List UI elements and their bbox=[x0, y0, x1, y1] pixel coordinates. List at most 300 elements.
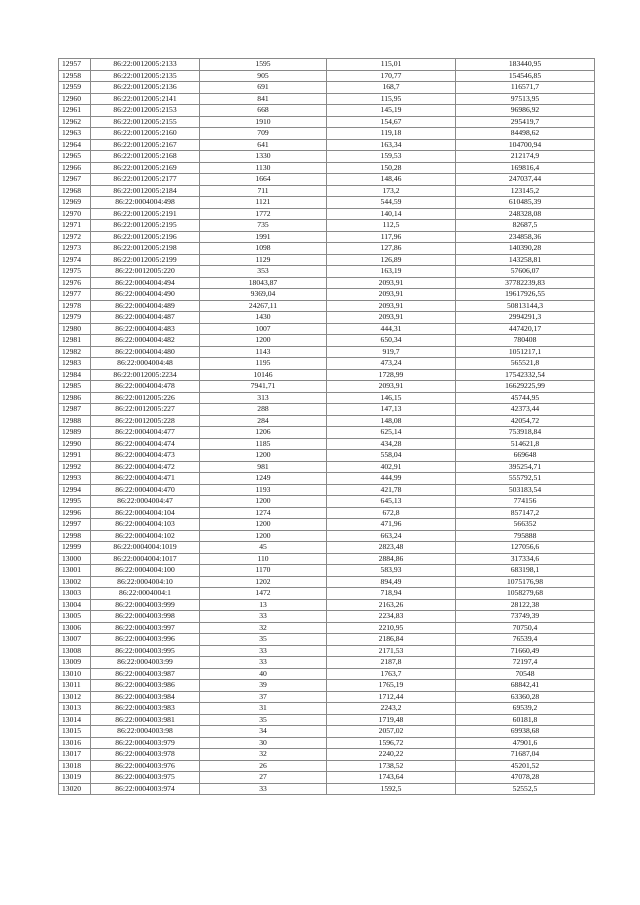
unit-value-cell: 1712,44 bbox=[327, 691, 456, 703]
area-cell: 45 bbox=[200, 542, 327, 554]
table-row bbox=[59, 749, 595, 761]
row-number-cell: 13020 bbox=[59, 783, 91, 795]
row-number-cell: 12966 bbox=[59, 162, 91, 174]
area-cell: 1991 bbox=[200, 231, 327, 243]
area-cell: 33 bbox=[200, 645, 327, 657]
row-number-cell: 13001 bbox=[59, 565, 91, 577]
cadastral-value-cell: 73749,39 bbox=[456, 611, 595, 623]
unit-value-cell: 1743,64 bbox=[327, 772, 456, 784]
table-row bbox=[59, 82, 595, 94]
table-row bbox=[59, 438, 595, 450]
area-cell: 735 bbox=[200, 220, 327, 232]
table-row bbox=[59, 231, 595, 243]
unit-value-cell: 2057,02 bbox=[327, 726, 456, 738]
area-cell: 841 bbox=[200, 93, 327, 105]
area-cell: 1274 bbox=[200, 507, 327, 519]
cadastral-number-cell: 86:22:0004004:498 bbox=[91, 197, 200, 209]
unit-value-cell: 163,34 bbox=[327, 139, 456, 151]
cadastral-number-cell: 86:22:0004003:98 bbox=[91, 726, 200, 738]
table-row bbox=[59, 473, 595, 485]
cadastral-value-cell: 60181,8 bbox=[456, 714, 595, 726]
cadastral-value-cell: 1058279,68 bbox=[456, 588, 595, 600]
row-number-cell: 12985 bbox=[59, 381, 91, 393]
unit-value-cell: 148,08 bbox=[327, 415, 456, 427]
cadastral-number-cell: 86:22:0004003:987 bbox=[91, 668, 200, 680]
row-number-cell: 12994 bbox=[59, 484, 91, 496]
unit-value-cell: 1765,19 bbox=[327, 680, 456, 692]
table-row bbox=[59, 93, 595, 105]
area-cell: 1130 bbox=[200, 162, 327, 174]
cadastral-number-cell: 86:22:0004003:999 bbox=[91, 599, 200, 611]
row-number-cell: 12963 bbox=[59, 128, 91, 140]
unit-value-cell: 663,24 bbox=[327, 530, 456, 542]
cadastral-number-cell: 86:22:0004004:490 bbox=[91, 289, 200, 301]
unit-value-cell: 168,7 bbox=[327, 82, 456, 94]
row-number-cell: 12968 bbox=[59, 185, 91, 197]
table-row bbox=[59, 645, 595, 657]
area-cell: 1200 bbox=[200, 496, 327, 508]
row-number-cell: 12960 bbox=[59, 93, 91, 105]
area-cell: 27 bbox=[200, 772, 327, 784]
area-cell: 10146 bbox=[200, 369, 327, 381]
area-cell: 35 bbox=[200, 634, 327, 646]
cadastral-number-cell: 86:22:0012005:2160 bbox=[91, 128, 200, 140]
cadastral-value-cell: 140390,28 bbox=[456, 243, 595, 255]
cadastral-value-cell: 84498,62 bbox=[456, 128, 595, 140]
area-cell: 110 bbox=[200, 553, 327, 565]
table-row bbox=[59, 208, 595, 220]
area-cell: 26 bbox=[200, 760, 327, 772]
area-cell: 34 bbox=[200, 726, 327, 738]
row-number-cell: 13013 bbox=[59, 703, 91, 715]
table-row bbox=[59, 760, 595, 772]
area-cell: 1206 bbox=[200, 427, 327, 439]
row-number-cell: 12973 bbox=[59, 243, 91, 255]
unit-value-cell: 645,13 bbox=[327, 496, 456, 508]
row-number-cell: 12989 bbox=[59, 427, 91, 439]
unit-value-cell: 115,01 bbox=[327, 59, 456, 71]
table-row bbox=[59, 450, 595, 462]
cadastral-number-cell: 86:22:0004004:478 bbox=[91, 381, 200, 393]
area-cell: 284 bbox=[200, 415, 327, 427]
unit-value-cell: 126,89 bbox=[327, 254, 456, 266]
table-row bbox=[59, 254, 595, 266]
area-cell: 32 bbox=[200, 622, 327, 634]
cadastral-value-cell: 28122,38 bbox=[456, 599, 595, 611]
row-number-cell: 12971 bbox=[59, 220, 91, 232]
row-number-cell: 13003 bbox=[59, 588, 91, 600]
table-row bbox=[59, 289, 595, 301]
area-cell: 1200 bbox=[200, 450, 327, 462]
row-number-cell: 13011 bbox=[59, 680, 91, 692]
unit-value-cell: 127,86 bbox=[327, 243, 456, 255]
unit-value-cell: 117,96 bbox=[327, 231, 456, 243]
unit-value-cell: 112,5 bbox=[327, 220, 456, 232]
table-row bbox=[59, 565, 595, 577]
table-row bbox=[59, 714, 595, 726]
cadastral-value-cell: 104700,94 bbox=[456, 139, 595, 151]
area-cell: 1195 bbox=[200, 358, 327, 370]
area-cell: 1200 bbox=[200, 530, 327, 542]
unit-value-cell: 2163,26 bbox=[327, 599, 456, 611]
table-row bbox=[59, 622, 595, 634]
cadastral-number-cell: 86:22:0004003:995 bbox=[91, 645, 200, 657]
row-number-cell: 12995 bbox=[59, 496, 91, 508]
table-row bbox=[59, 346, 595, 358]
unit-value-cell: 159,53 bbox=[327, 151, 456, 163]
cadastral-value-cell: 17542332,54 bbox=[456, 369, 595, 381]
table-row bbox=[59, 266, 595, 278]
cadastral-number-cell: 86:22:0004003:997 bbox=[91, 622, 200, 634]
row-number-cell: 12959 bbox=[59, 82, 91, 94]
table-row bbox=[59, 185, 595, 197]
unit-value-cell: 558,04 bbox=[327, 450, 456, 462]
cadastral-number-cell: 86:22:0012005:2133 bbox=[91, 59, 200, 71]
cadastral-value-cell: 82687,5 bbox=[456, 220, 595, 232]
area-cell: 32 bbox=[200, 749, 327, 761]
cadastral-number-cell: 86:22:0012005:2168 bbox=[91, 151, 200, 163]
cadastral-number-cell: 86:22:0004003:981 bbox=[91, 714, 200, 726]
area-cell: 668 bbox=[200, 105, 327, 117]
area-cell: 33 bbox=[200, 611, 327, 623]
unit-value-cell: 163,19 bbox=[327, 266, 456, 278]
area-cell: 691 bbox=[200, 82, 327, 94]
cadastral-value-cell: 503183,54 bbox=[456, 484, 595, 496]
area-cell: 33 bbox=[200, 657, 327, 669]
cadastral-number-cell: 86:22:0004004:480 bbox=[91, 346, 200, 358]
cadastral-value-cell: 780408 bbox=[456, 335, 595, 347]
table-row bbox=[59, 484, 595, 496]
table-row bbox=[59, 461, 595, 473]
cadastral-number-cell: 86:22:0012005:2135 bbox=[91, 70, 200, 82]
cadastral-number-cell: 86:22:0004004:1 bbox=[91, 588, 200, 600]
row-number-cell: 12964 bbox=[59, 139, 91, 151]
cadastral-number-cell: 86:22:0004003:998 bbox=[91, 611, 200, 623]
row-number-cell: 12961 bbox=[59, 105, 91, 117]
cadastral-number-cell: 86:22:0012005:2234 bbox=[91, 369, 200, 381]
row-number-cell: 12986 bbox=[59, 392, 91, 404]
cadastral-value-cell: 317334,6 bbox=[456, 553, 595, 565]
cadastral-number-cell: 86:22:0012005:2196 bbox=[91, 231, 200, 243]
cadastral-value-cell: 37782239,83 bbox=[456, 277, 595, 289]
table-row bbox=[59, 358, 595, 370]
cadastral-number-cell: 86:22:0012005:2153 bbox=[91, 105, 200, 117]
cadastral-value-cell: 295419,7 bbox=[456, 116, 595, 128]
cadastral-number-cell: 86:22:0004004:1017 bbox=[91, 553, 200, 565]
cadastral-number-cell: 86:22:0004004:482 bbox=[91, 335, 200, 347]
row-number-cell: 13012 bbox=[59, 691, 91, 703]
unit-value-cell: 421,78 bbox=[327, 484, 456, 496]
cadastral-value-cell: 70548 bbox=[456, 668, 595, 680]
unit-value-cell: 2093,91 bbox=[327, 381, 456, 393]
unit-value-cell: 1728,99 bbox=[327, 369, 456, 381]
row-number-cell: 12976 bbox=[59, 277, 91, 289]
table-row bbox=[59, 116, 595, 128]
cadastral-value-cell: 395254,71 bbox=[456, 461, 595, 473]
row-number-cell: 12980 bbox=[59, 323, 91, 335]
cadastral-number-cell: 86:22:0012005:2191 bbox=[91, 208, 200, 220]
area-cell: 353 bbox=[200, 266, 327, 278]
area-cell: 1664 bbox=[200, 174, 327, 186]
unit-value-cell: 173,2 bbox=[327, 185, 456, 197]
table-row bbox=[59, 220, 595, 232]
cadastral-value-cell: 63360,28 bbox=[456, 691, 595, 703]
row-number-cell: 12972 bbox=[59, 231, 91, 243]
table-row bbox=[59, 530, 595, 542]
table-row bbox=[59, 703, 595, 715]
table-row bbox=[59, 496, 595, 508]
row-number-cell: 12965 bbox=[59, 151, 91, 163]
unit-value-cell: 434,28 bbox=[327, 438, 456, 450]
row-number-cell: 12981 bbox=[59, 335, 91, 347]
cadastral-number-cell: 86:22:0004003:983 bbox=[91, 703, 200, 715]
area-cell: 1143 bbox=[200, 346, 327, 358]
row-number-cell: 12997 bbox=[59, 519, 91, 531]
row-number-cell: 12957 bbox=[59, 59, 91, 71]
cadastral-number-cell: 86:22:0012005:226 bbox=[91, 392, 200, 404]
cadastral-value-cell: 683198,1 bbox=[456, 565, 595, 577]
area-cell: 1098 bbox=[200, 243, 327, 255]
cadastral-number-cell: 86:22:0004003:984 bbox=[91, 691, 200, 703]
row-number-cell: 13019 bbox=[59, 772, 91, 784]
row-number-cell: 13007 bbox=[59, 634, 91, 646]
table-row bbox=[59, 300, 595, 312]
cadastral-value-cell: 154546,85 bbox=[456, 70, 595, 82]
table-row bbox=[59, 335, 595, 347]
unit-value-cell: 2171,53 bbox=[327, 645, 456, 657]
row-number-cell: 12978 bbox=[59, 300, 91, 312]
unit-value-cell: 1738,52 bbox=[327, 760, 456, 772]
area-cell: 1595 bbox=[200, 59, 327, 71]
unit-value-cell: 2240,22 bbox=[327, 749, 456, 761]
unit-value-cell: 2093,91 bbox=[327, 289, 456, 301]
area-cell: 1202 bbox=[200, 576, 327, 588]
unit-value-cell: 148,46 bbox=[327, 174, 456, 186]
unit-value-cell: 1596,72 bbox=[327, 737, 456, 749]
unit-value-cell: 718,94 bbox=[327, 588, 456, 600]
cadastral-value-cell: 514621,8 bbox=[456, 438, 595, 450]
row-number-cell: 13005 bbox=[59, 611, 91, 623]
area-cell: 709 bbox=[200, 128, 327, 140]
cadastral-value-cell: 69938,68 bbox=[456, 726, 595, 738]
cadastral-value-cell: 42054,72 bbox=[456, 415, 595, 427]
row-number-cell: 12990 bbox=[59, 438, 91, 450]
cadastral-number-cell: 86:22:0004003:978 bbox=[91, 749, 200, 761]
cadastral-value-cell: 753918,84 bbox=[456, 427, 595, 439]
table-row bbox=[59, 381, 595, 393]
cadastral-value-cell: 610485,39 bbox=[456, 197, 595, 209]
area-cell: 13 bbox=[200, 599, 327, 611]
unit-value-cell: 2093,91 bbox=[327, 300, 456, 312]
cadastral-number-cell: 86:22:0004004:104 bbox=[91, 507, 200, 519]
row-number-cell: 12962 bbox=[59, 116, 91, 128]
cadastral-number-cell: 86:22:0004004:473 bbox=[91, 450, 200, 462]
unit-value-cell: 402,91 bbox=[327, 461, 456, 473]
area-cell: 641 bbox=[200, 139, 327, 151]
table-row bbox=[59, 657, 595, 669]
area-cell: 30 bbox=[200, 737, 327, 749]
cadastral-value-cell: 47078,28 bbox=[456, 772, 595, 784]
cadastral-number-cell: 86:22:0004004:471 bbox=[91, 473, 200, 485]
unit-value-cell: 2243,2 bbox=[327, 703, 456, 715]
cadastral-number-cell: 86:22:0012005:228 bbox=[91, 415, 200, 427]
area-cell: 1121 bbox=[200, 197, 327, 209]
cadastral-value-cell: 857147,2 bbox=[456, 507, 595, 519]
area-cell: 1430 bbox=[200, 312, 327, 324]
table-row bbox=[59, 70, 595, 82]
cadastral-value-cell: 50813144,3 bbox=[456, 300, 595, 312]
table-row bbox=[59, 772, 595, 784]
cadastral-value-cell: 123145,2 bbox=[456, 185, 595, 197]
row-number-cell: 13010 bbox=[59, 668, 91, 680]
row-number-cell: 13006 bbox=[59, 622, 91, 634]
area-cell: 7941,71 bbox=[200, 381, 327, 393]
cadastral-number-cell: 86:22:0012005:2198 bbox=[91, 243, 200, 255]
unit-value-cell: 154,67 bbox=[327, 116, 456, 128]
cadastral-value-cell: 16629225,99 bbox=[456, 381, 595, 393]
area-cell: 1772 bbox=[200, 208, 327, 220]
row-number-cell: 13004 bbox=[59, 599, 91, 611]
row-number-cell: 12974 bbox=[59, 254, 91, 266]
area-cell: 9369,04 bbox=[200, 289, 327, 301]
unit-value-cell: 150,28 bbox=[327, 162, 456, 174]
table-row bbox=[59, 174, 595, 186]
cadastral-value-cell: 97513,95 bbox=[456, 93, 595, 105]
unit-value-cell: 2884,86 bbox=[327, 553, 456, 565]
cadastral-value-cell: 69539,2 bbox=[456, 703, 595, 715]
unit-value-cell: 2823,48 bbox=[327, 542, 456, 554]
cadastral-value-cell: 774156 bbox=[456, 496, 595, 508]
row-number-cell: 12977 bbox=[59, 289, 91, 301]
cadastral-number-cell: 86:22:0012005:220 bbox=[91, 266, 200, 278]
cadastral-value-cell: 127056,6 bbox=[456, 542, 595, 554]
table-row bbox=[59, 726, 595, 738]
cadastral-number-cell: 86:22:0012005:2167 bbox=[91, 139, 200, 151]
cadastral-value-cell: 1051217,1 bbox=[456, 346, 595, 358]
cadastral-number-cell: 86:22:0004003:974 bbox=[91, 783, 200, 795]
row-number-cell: 12982 bbox=[59, 346, 91, 358]
area-cell: 1330 bbox=[200, 151, 327, 163]
cadastral-number-cell: 86:22:0004004:477 bbox=[91, 427, 200, 439]
table-row bbox=[59, 507, 595, 519]
cadastral-value-cell: 566352 bbox=[456, 519, 595, 531]
unit-value-cell: 583,93 bbox=[327, 565, 456, 577]
row-number-cell: 13014 bbox=[59, 714, 91, 726]
cadastral-value-cell: 669648 bbox=[456, 450, 595, 462]
cadastral-number-cell: 86:22:0004004:474 bbox=[91, 438, 200, 450]
cadastral-number-cell: 86:22:0012005:2141 bbox=[91, 93, 200, 105]
cadastral-value-cell: 116571,7 bbox=[456, 82, 595, 94]
row-number-cell: 13018 bbox=[59, 760, 91, 772]
row-number-cell: 12984 bbox=[59, 369, 91, 381]
row-number-cell: 12970 bbox=[59, 208, 91, 220]
cadastral-value-cell: 447420,17 bbox=[456, 323, 595, 335]
cadastral-number-cell: 86:22:0004003:986 bbox=[91, 680, 200, 692]
cadastral-value-cell: 19617926,55 bbox=[456, 289, 595, 301]
table-row bbox=[59, 691, 595, 703]
unit-value-cell: 544,59 bbox=[327, 197, 456, 209]
unit-value-cell: 2210,95 bbox=[327, 622, 456, 634]
unit-value-cell: 650,34 bbox=[327, 335, 456, 347]
table-row bbox=[59, 588, 595, 600]
area-cell: 1129 bbox=[200, 254, 327, 266]
unit-value-cell: 145,19 bbox=[327, 105, 456, 117]
unit-value-cell: 444,31 bbox=[327, 323, 456, 335]
cadastral-value-cell: 76539,4 bbox=[456, 634, 595, 646]
unit-value-cell: 2093,91 bbox=[327, 277, 456, 289]
cadastral-value-cell: 143258,81 bbox=[456, 254, 595, 266]
area-cell: 981 bbox=[200, 461, 327, 473]
unit-value-cell: 1592,5 bbox=[327, 783, 456, 795]
cadastral-value-cell: 47901,6 bbox=[456, 737, 595, 749]
area-cell: 24267,11 bbox=[200, 300, 327, 312]
area-cell: 39 bbox=[200, 680, 327, 692]
table-row bbox=[59, 634, 595, 646]
table-row bbox=[59, 323, 595, 335]
table-row bbox=[59, 668, 595, 680]
cadastral-number-cell: 86:22:0012005:2177 bbox=[91, 174, 200, 186]
cadastral-value-cell: 68842,41 bbox=[456, 680, 595, 692]
table-row bbox=[59, 542, 595, 554]
area-cell: 1185 bbox=[200, 438, 327, 450]
area-cell: 40 bbox=[200, 668, 327, 680]
table-row bbox=[59, 151, 595, 163]
cadastral-value-cell: 42373,44 bbox=[456, 404, 595, 416]
cadastral-number-cell: 86:22:0012005:2155 bbox=[91, 116, 200, 128]
cadastral-value-cell: 57606,07 bbox=[456, 266, 595, 278]
area-cell: 905 bbox=[200, 70, 327, 82]
cadastral-value-cell: 71687,04 bbox=[456, 749, 595, 761]
area-cell: 1200 bbox=[200, 335, 327, 347]
table-row bbox=[59, 611, 595, 623]
unit-value-cell: 2186,84 bbox=[327, 634, 456, 646]
table-row bbox=[59, 197, 595, 209]
row-number-cell: 12975 bbox=[59, 266, 91, 278]
cadastral-number-cell: 86:22:0004004:100 bbox=[91, 565, 200, 577]
cadastral-value-cell: 247037,44 bbox=[456, 174, 595, 186]
area-cell: 18043,87 bbox=[200, 277, 327, 289]
row-number-cell: 13017 bbox=[59, 749, 91, 761]
row-number-cell: 12993 bbox=[59, 473, 91, 485]
cadastral-number-cell: 86:22:0004004:487 bbox=[91, 312, 200, 324]
area-cell: 35 bbox=[200, 714, 327, 726]
cadastral-value-cell: 169816,4 bbox=[456, 162, 595, 174]
cadastral-value-cell: 234858,36 bbox=[456, 231, 595, 243]
row-number-cell: 12967 bbox=[59, 174, 91, 186]
table-row bbox=[59, 312, 595, 324]
unit-value-cell: 147,13 bbox=[327, 404, 456, 416]
cadastral-value-cell: 52552,5 bbox=[456, 783, 595, 795]
cadastral-number-cell: 86:22:0012005:2136 bbox=[91, 82, 200, 94]
row-number-cell: 13016 bbox=[59, 737, 91, 749]
table-row bbox=[59, 162, 595, 174]
row-number-cell: 12996 bbox=[59, 507, 91, 519]
row-number-cell: 13015 bbox=[59, 726, 91, 738]
unit-value-cell: 473,24 bbox=[327, 358, 456, 370]
cadastral-number-cell: 86:22:0004004:483 bbox=[91, 323, 200, 335]
table-row bbox=[59, 415, 595, 427]
cadastral-number-cell: 86:22:0012005:2195 bbox=[91, 220, 200, 232]
row-number-cell: 13009 bbox=[59, 657, 91, 669]
cadastral-number-cell: 86:22:0004003:996 bbox=[91, 634, 200, 646]
unit-value-cell: 119,18 bbox=[327, 128, 456, 140]
cadastral-value-cell: 555792,51 bbox=[456, 473, 595, 485]
cadastral-number-cell: 86:22:0004003:99 bbox=[91, 657, 200, 669]
area-cell: 313 bbox=[200, 392, 327, 404]
table-row bbox=[59, 404, 595, 416]
table-row bbox=[59, 783, 595, 795]
cadastral-value-cell: 70750,4 bbox=[456, 622, 595, 634]
